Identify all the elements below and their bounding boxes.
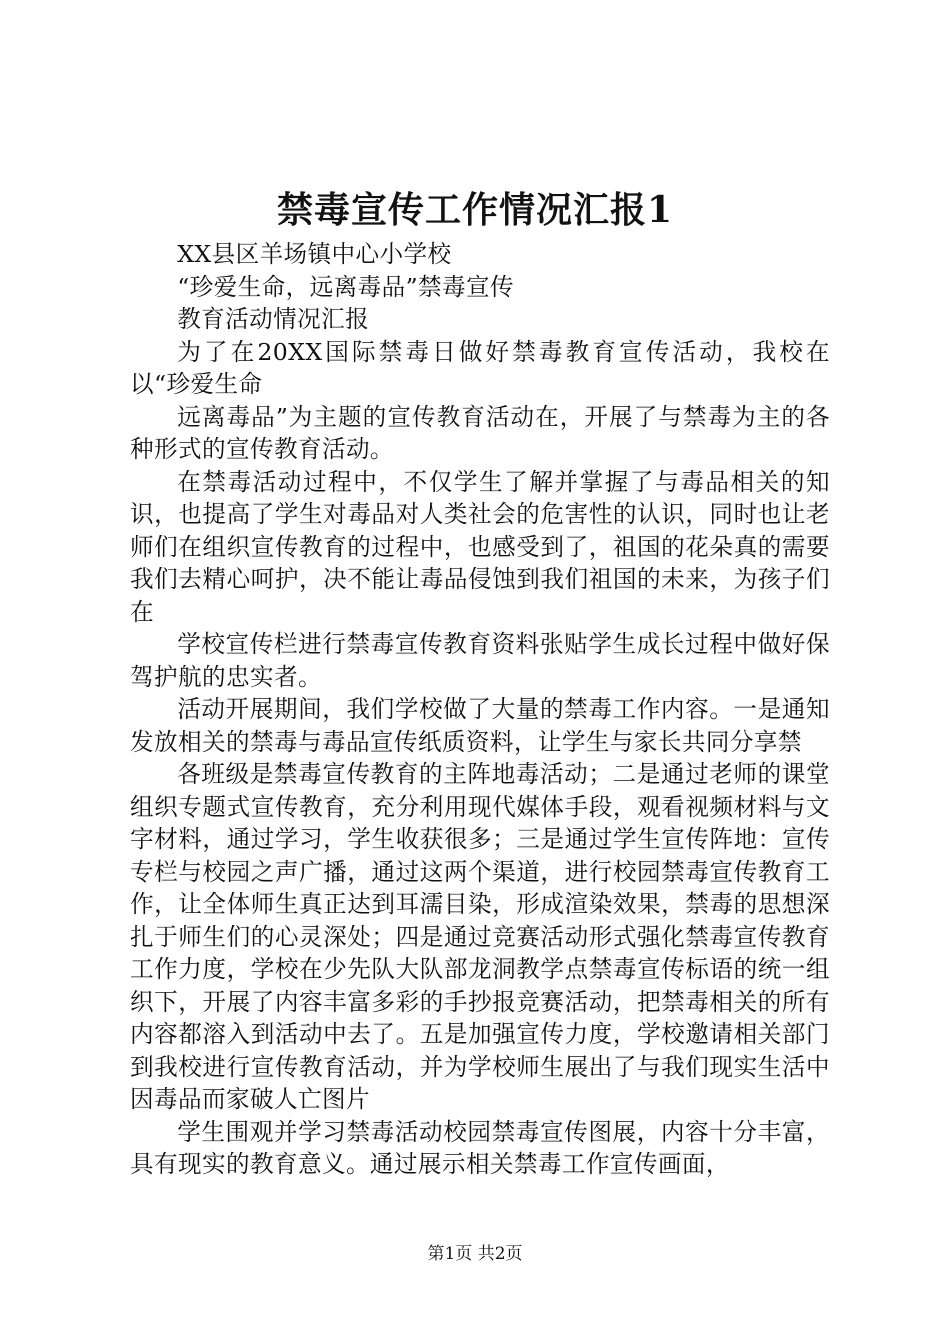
paragraph-activity-process: 在禁毒活动过程中，不仅学生了解并掌握了与毒品相关的知识，也提高了学生对毒品对人类社会的危害性的认识，同时也让老师们在组织宣传教育的过程中，也感受到了，祖国的花朵真的需要我们去精心呵护，决不能让毒品侵蚀到我们祖国的未来，为孩子们在 [130,467,830,626]
paragraph-theme: 远离毒品”为主题的宣传教育活动在，开展了与禁毒为主的各种形式的宣传教育活动。 [130,402,830,463]
document-body [130,238,830,1181]
paragraph-bulletin-board: 学校宣传栏进行禁毒宣传教育资料张贴学生成长过程中做好保驾护航的忠实者。 [130,630,830,691]
document-title: 禁毒宣传工作情况汇报1 [276,189,674,231]
paragraph-report-subtitle: 教育活动情况汇报 [177,305,370,333]
paragraph-activity-period: 活动开展期间，我们学校做了大量的禁毒工作内容。一是通知发放相关的禁毒与毒品宣传纸质资料，让学生与家长共同分享禁 [130,695,830,756]
paragraph-school-name: XX县区羊场镇中心小学校 [177,240,452,268]
paragraph-exhibition: 学生围观并学习禁毒活动校园禁毒宣传图展，内容十分丰富，具有现实的教育意义。通过展示相关禁毒工作宣传画面， [130,1117,830,1178]
paragraph-intro: 为了在20XX国际禁毒日做好禁毒教育宣传活动，我校在以“珍爱生命 [130,337,830,398]
page-number-footer: 第1页 共2页 [427,1244,523,1264]
paragraph-campaign-slogan: “珍爱生命，远离毒品”禁毒宣传 [177,272,515,301]
paragraph-class-activities: 各班级是禁毒宣传教育的主阵地毒活动；二是通过老师的课堂组织专题式宣传教育，充分利用现代媒体手段，观看视频材料与文字材料，通过学习，学生收获很多；三是通过学生宣传阵地：宣传专栏与校园之声广播，通过这两个渠道，进行校园禁毒宣传教育工作，让全体师生真正达到耳濡目染，形成渲染效果，禁毒的思想深扎于师生们的心灵深处；四是通过竞赛活动形式强化禁毒宣传教育工作力度，学校在少先队大队部龙洞教学点禁毒宣传标语的统一组织下，开展了内容丰富多彩的手抄报竞赛活动，把禁毒相关的所有内容都溶入到活动中去了。五是加强宣传力度，学校邀请相关部门到我校进行宣传教育活动，并为学校师生展出了与我们现实生活中因毒品而家破人亡图片 [130,760,830,1113]
